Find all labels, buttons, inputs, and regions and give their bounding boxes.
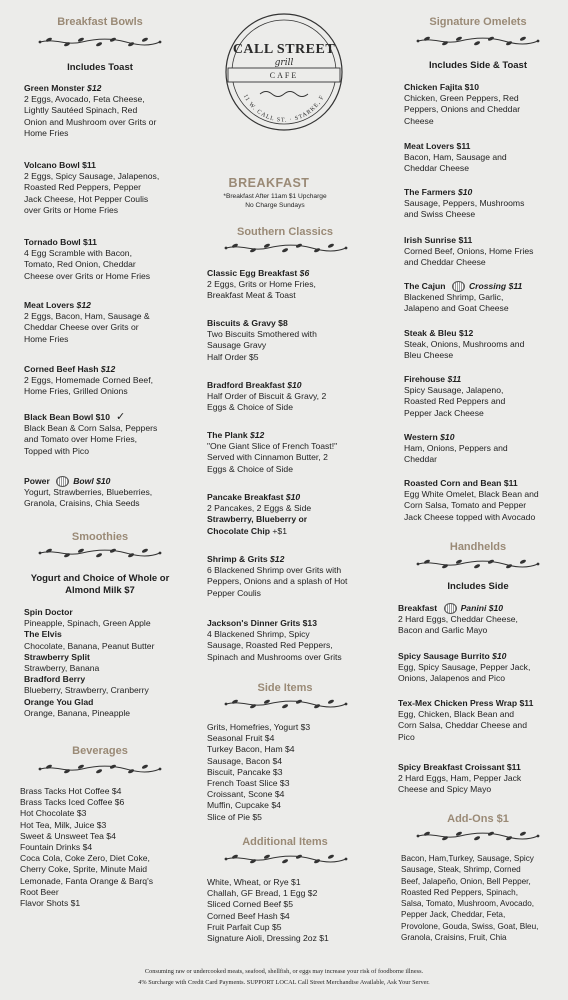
- menu-item-irish-sunrise: Irish Sunrise $11 Corned Beef, Onions, Home Fries and Cheddar Cheese: [404, 235, 534, 268]
- section-title-add-ons: Add-Ons $1: [447, 813, 509, 825]
- section-title-side-items: Side Items: [257, 682, 313, 694]
- section-title-signature-omelets: Signature Omelets: [429, 16, 527, 28]
- menu-item-power-bowl: Power Bowl $10 Yogurt, Strawberries, Blueberries, Granola, Craisins, Chia Seeds: [24, 476, 153, 509]
- section-title-smoothies: Smoothies: [71, 531, 129, 543]
- section-title-handhelds: Handhelds: [449, 541, 507, 553]
- menu-item-jacksons-dinner-grits: Jackson's Dinner Grits $13 4 Blackened Shrimp, Spicy Sausage, Roasted Red Peppers, Spinach and Mushrooms over Grits: [207, 618, 342, 662]
- flourish-divider: [36, 36, 164, 48]
- add-ons-list: Bacon, Ham,Turkey, Sausage, Spicy Sausage, Steak, Shrimp, Corned Beef, Jalapeño, Onion, Bell Pepper, Roasted Red Peppers, Spinach, Salsa, Tomato, Mushroom, Avocado, Pepper Jack, Cheddar, Feta, Provolone, Gouda, Swiss, Goat, Bleu, Granola, Craisins, Fruit, Chia: [401, 854, 539, 943]
- menu-item-chicken-fajita: Chicken Fajita $10 Chicken, Green Peppers, Red Peppers, Onions and Cheddar Cheese: [404, 82, 521, 126]
- footer-disclaimer: Consuming raw or undercooked meats, seafood, shellfish, or eggs may increase your risk of foodborne illness.: [144, 968, 424, 975]
- flourish-divider: [36, 763, 164, 775]
- menu-item-classic-egg-breakfast: Classic Egg Breakfast $6 2 Eggs, Grits or Home Fries, Breakfast Meat & Toast: [207, 268, 316, 301]
- menu-item-bradford-breakfast: Bradford Breakfast $10 Half Order of Biscuit & Gravy, 2 Eggs & Choice of Side: [207, 380, 327, 413]
- menu-item-shrimp-grits: Shrimp & Grits $12 6 Blackened Shrimp over Grits with Peppers, Onions and a splash of Hot Pepper Coulis: [207, 554, 348, 598]
- svg-text:CALL STREET: CALL STREET: [232, 42, 336, 57]
- breakfast-title: BREAKFAST: [228, 176, 310, 190]
- menu-item-the-farmers: The Farmers $10 Sausage, Peppers, Mushrooms and Swiss Cheese: [404, 187, 525, 220]
- menu-item-corned-beef-hash: Corned Beef Hash $12 2 Eggs, Homemade Corned Beef, Home Fries, Grilled Onions: [24, 364, 153, 397]
- menu-item-biscuits-gravy: Biscuits & Gravy $8 Two Biscuits Smothered with Sausage Gravy Half Order $5: [207, 318, 317, 362]
- menu-item-volcano-bowl: Volcano Bowl $11 2 Eggs, Spicy Sausage, Jalapenos, Roasted Red Peppers, Pepper Jack Cheese, Hot Pepper Coulis over Grits or Home Fries: [24, 160, 160, 215]
- footer-surcharge-note: 4% Surcharge with Credit Card Payments. SUPPORT LOCAL Call Street Merchandise Available, Ask Your Server.: [138, 979, 430, 986]
- menu-item-tex-mex-wrap: Tex-Mex Chicken Press Wrap $11 Egg, Chicken, Black Bean and Corn Salsa, Cheddar Cheese and Pico: [398, 698, 534, 742]
- section-title-additional-items: Additional Items: [242, 836, 328, 848]
- flourish-divider: [222, 242, 350, 254]
- subtitle-includes-side: Includes Side: [447, 581, 509, 592]
- flourish-divider: [414, 558, 542, 570]
- menu-item-spicy-sausage-burrito: Spicy Sausage Burrito $10 Egg, Spicy Sausage, Pepper Jack, Onions, Jalapenos and Pico: [398, 651, 531, 684]
- svg-text:111 W. CALL ST. · STARKE, FL: 11 W. CALL ST. · STARKE, F: [241, 93, 326, 124]
- side-items-list: Grits, Homefries, Yogurt $3 Seasonal Fruit $4 Turkey Bacon, Ham $4 Sausage, Bacon $4 Biscuit, Pancake $3 French Toast Slice $3 Croissant, Scone $4 Muffin, Cupcake $4 Slice of Pie $5: [207, 722, 311, 822]
- menu-item-the-plank: The Plank $12 "One Giant Slice of French Toast!" Served with Cinnamon Butter, 2 Eggs & Choice of Side: [207, 430, 338, 474]
- subtitle-includes-toast: Includes Toast: [67, 62, 133, 73]
- menu-item-black-bean-bowl: Black Bean Bowl $10 ✓ Black Bean & Corn Salsa, Peppers and Tomato over Home Fries, Topped with Pico: [24, 411, 158, 456]
- menu-item-meat-lovers-omelet: Meat Lovers $11 Bacon, Ham, Sausage and Cheddar Cheese: [404, 141, 507, 174]
- menu-item-spicy-breakfast-croissant: Spicy Breakfast Croissant $11 2 Hard Eggs, Ham, Pepper Jack Cheese and Spicy Mayo: [398, 762, 522, 795]
- flourish-divider: [414, 35, 542, 47]
- section-title-southern-classics: Southern Classics: [237, 226, 333, 238]
- beverages-list: Brass Tacks Hot Coffee $4 Brass Tacks Iced Coffee $6 Hot Chocolate $3 Hot Tea, Milk, Juice $3 Sweet & Unsweet Tea $4 Fountain Drinks $4 Coca Cola, Coke Zero, Diet Coke, Cherry Coke, Sprite, Minute Maid Lemonade, Fanta Orange & Barq's Root Beer Flavor Shots $1: [20, 786, 154, 909]
- cajun-crossing-logo-icon: [452, 281, 465, 292]
- menu-item-western: Western $10 Ham, Onions, Peppers and Cheddar: [404, 432, 508, 465]
- menu-item-steak-bleu: Steak & Bleu $12 Steak, Onions, Mushrooms and Bleu Cheese: [404, 328, 525, 361]
- svg-text:CAFE: CAFE: [269, 71, 299, 80]
- power-logo-icon: [56, 476, 69, 487]
- panini-logo-icon: [444, 603, 457, 614]
- menu-item-the-cajun-crossing: The Cajun Crossing $11 Blackened Shrimp, Garlic, Jalapeno and Goat Cheese: [404, 281, 523, 314]
- section-title-beverages: Beverages: [72, 745, 128, 757]
- section-title-breakfast-bowls: Breakfast Bowls: [57, 16, 143, 28]
- breakfast-note: *Breakfast After 11am $1 Upcharge No Charge Sundays: [223, 193, 327, 209]
- flourish-divider: [222, 698, 350, 710]
- flourish-divider: [222, 853, 350, 865]
- menu-item-roasted-corn-bean: Roasted Corn and Bean $11 Egg White Omelet, Black Bean and Corn Salsa, Tomato and Pepper Jack Cheese topped with Avocado: [404, 478, 539, 522]
- menu-item-green-monster: Green Monster $12 2 Eggs, Avocado, Feta Cheese, Lightly Sautéed Spinach, Red Onion and Mushroom over Grits or Home Fries: [24, 83, 157, 138]
- flourish-divider: [414, 830, 542, 842]
- menu-item-firehouse: Firehouse $11 Spicy Sausage, Jalapeno, Roasted Red Peppers and Pepper Jack Cheese: [404, 374, 506, 418]
- flourish-divider: [36, 547, 164, 559]
- cafe-logo: [222, 10, 346, 134]
- menu-item-tornado-bowl: Tornado Bowl $11 4 Egg Scramble with Bacon, Tomato, Red Onion, Cheddar Cheese over Grits or Home Fries: [24, 237, 151, 281]
- menu-item-breakfast-panini: Breakfast Panini $10 2 Hard Eggs, Cheddar Cheese, Bacon and Garlic Mayo: [398, 603, 518, 636]
- additional-items-list: White, Wheat, or Rye $1 Challah, GF Bread, 1 Egg $2 Sliced Corned Beef $5 Corned Beef Hash $4 Fruit Parfait Cup $5 Signature Aioli, Dressing 2oz $1: [207, 877, 329, 944]
- vegetarian-icon: ✓: [115, 411, 126, 423]
- svg-text:grill: grill: [274, 58, 294, 68]
- subtitle-includes-side-toast: Includes Side & Toast: [428, 60, 527, 71]
- smoothies-list: Spin Doctor Pineapple, Spinach, Green Apple The Elvis Chocolate, Banana, Peanut Butter Strawberry Split Strawberry, Banana Bradford Berry Blueberry, Strawberry, Cranberry Orange You Glad Orange, Banana, Pineapple: [24, 607, 155, 718]
- menu-item-meat-lovers-bowl: Meat Lovers $12 2 Eggs, Bacon, Ham, Sausage & Cheddar Cheese over Grits or Home Fries: [24, 300, 150, 344]
- menu-item-pancake-breakfast: Pancake Breakfast $10 2 Pancakes, 2 Eggs & Side Strawberry, Blueberry or Chocolate Chip +$1: [207, 492, 312, 536]
- smoothies-base-note: Yogurt and Choice of Whole or Almond Milk $7: [30, 573, 170, 596]
